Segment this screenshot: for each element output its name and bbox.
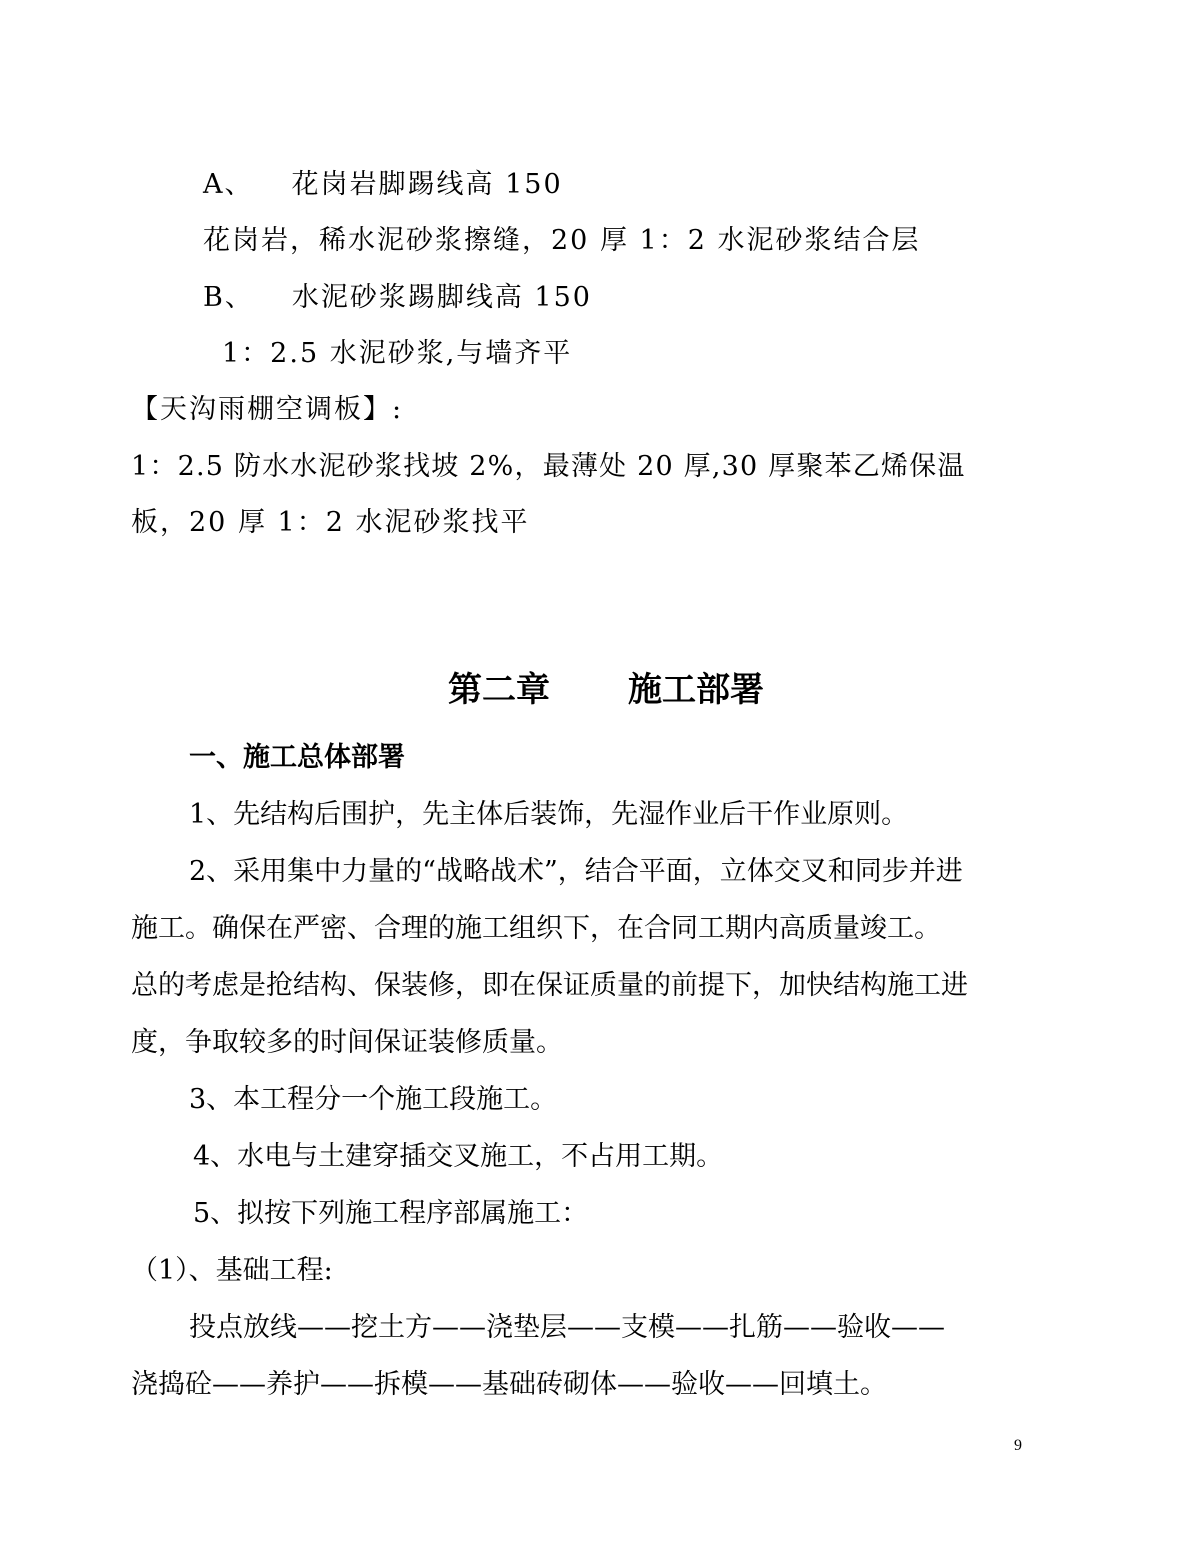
item-a — [203, 168, 563, 202]
paragraph-2-line-4: 度，争取较多的时间保证装修质量。 — [131, 1027, 563, 1058]
item-b — [203, 281, 592, 315]
chapter-number: 第二章 — [448, 670, 550, 710]
section-heading: 一、施工总体部署 — [189, 742, 405, 773]
paragraph-1: 1、先结构后围护，先主体后装饰，先湿作业后干作业原则。 — [189, 799, 909, 830]
item-a-label: A、 — [203, 169, 254, 200]
paragraph-4: 4、水电与土建穿插交叉施工，不占用工期。 — [193, 1141, 724, 1172]
item-b-title: 水泥砂浆踢脚线高 150 — [291, 282, 592, 313]
item-b-label: B、 — [203, 282, 254, 313]
foundation-sequence-line-1: 投点放线——挖土方——浇垫层——支模——扎筋——验收—— — [189, 1312, 945, 1343]
paragraph-3: 3、本工程分一个施工段施工。 — [189, 1084, 558, 1115]
page-number: 9 — [1014, 1437, 1022, 1454]
item-a-description: 花岗岩，稀水泥砂浆擦缝，20 厚 1：2 水泥砂浆结合层 — [203, 225, 921, 256]
chapter-title: 施工部署 — [628, 670, 764, 710]
foundation-sequence-line-2: 浇捣砼——养护——拆模——基础砖砌体——验收——回填土。 — [131, 1369, 887, 1400]
roof-description-line-1: 1：2.5 防水水泥砂浆找坡 2%，最薄处 20 厚,30 厚聚苯乙烯保温 — [131, 451, 966, 482]
item-b-description: 1：2.5 水泥砂浆,与墙齐平 — [222, 338, 573, 369]
chapter-heading — [448, 670, 764, 710]
item-a-title: 花岗岩脚踢线高 150 — [291, 169, 563, 200]
subsection-foundation: （1）、基础工程: — [131, 1255, 333, 1286]
roof-heading: 【天沟雨棚空调板】: — [131, 394, 404, 425]
paragraph-5: 5、拟按下列施工程序部属施工： — [193, 1198, 589, 1229]
roof-description-line-2: 板，20 厚 1：2 水泥砂浆找平 — [131, 507, 530, 538]
paragraph-2-line-1: 2、采用集中力量的“战略战术”，结合平面，立体交叉和同步并进 — [189, 856, 963, 887]
paragraph-2-line-2: 施工。确保在严密、合理的施工组织下，在合同工期内高质量竣工。 — [131, 913, 941, 944]
paragraph-2-line-3: 总的考虑是抢结构、保装修，即在保证质量的前提下，加快结构施工进 — [131, 970, 968, 1001]
